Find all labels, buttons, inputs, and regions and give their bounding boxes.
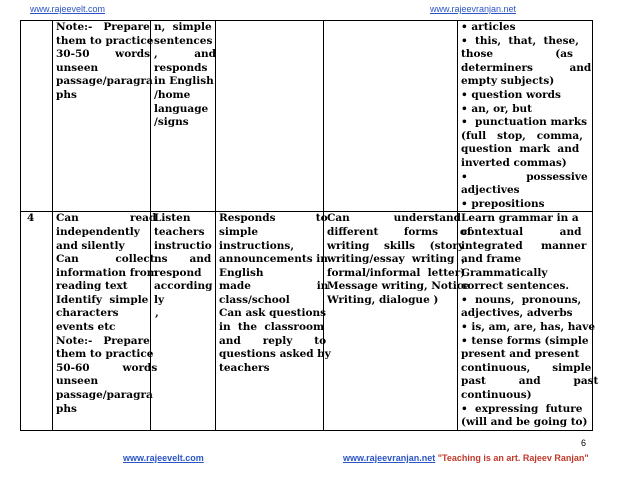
cell-line: correct sentences. [461, 280, 570, 293]
cell-line: Responds to [219, 212, 328, 225]
cell-line: simple [219, 225, 259, 238]
header-right-link[interactable]: www.rajeevranjan.net [429, 4, 516, 14]
cell-line: Grammatically [461, 266, 548, 279]
cell-line: according [154, 280, 213, 293]
cell-line: past and past [461, 375, 599, 388]
cell-line: continuous, simple [461, 361, 592, 374]
cell-line: Note:- Prepare [56, 334, 150, 347]
cell-line: characters , [56, 307, 159, 320]
cell-line: inverted commas) [461, 156, 567, 169]
cell-line: instructions, [219, 239, 294, 252]
cell-line: English [219, 266, 264, 279]
cell-line: class/school [219, 293, 290, 306]
speaking-cell [216, 21, 324, 212]
cell-line: phs [56, 402, 77, 415]
cell-line: • possessive [461, 170, 588, 183]
page-number: 6 [580, 438, 586, 448]
cell-line: continuous) [461, 389, 532, 402]
cell-line: Writing, dialogue ) [327, 293, 439, 306]
cell-line: made in [219, 280, 329, 293]
cell-line: writing/essay writing , [327, 253, 466, 266]
cell-line: in English [154, 75, 214, 88]
cell-line: /signs [154, 116, 189, 129]
cell-line: Can ask questions [219, 307, 327, 320]
cell-line: teachers [219, 361, 270, 374]
cell-line: respond [154, 266, 202, 279]
cell-line: them to practice [56, 34, 154, 47]
cell-line: n, simple [154, 21, 212, 33]
cell-line: passage/paragra [56, 75, 153, 88]
cell-line: events etc [56, 321, 116, 334]
cell-line: • tense forms (simple [461, 334, 589, 347]
cell-line: different forms of [327, 225, 472, 238]
cell-line: Can read [56, 212, 157, 225]
cell-line: Can collect [56, 253, 155, 266]
footer-quote: "Teaching is an art. Rajeev Ranjan" [437, 453, 589, 463]
cell-line: information from [56, 266, 158, 279]
cell-line: • expressing future [461, 402, 583, 415]
row-number-cell: 4 [21, 212, 53, 431]
cell-line: Listen [154, 212, 191, 225]
cell-line: responds [154, 61, 208, 74]
cell-line: , and [154, 48, 216, 61]
cell-line: sentences [154, 34, 213, 47]
cell-line: • nouns, pronouns, [461, 293, 582, 306]
cell-line: question mark and [461, 143, 580, 156]
cell-line: and reply to [219, 334, 327, 347]
footer-left [123, 453, 204, 463]
cell-line: formal/informal letter) [327, 266, 466, 279]
speaking-cell [216, 212, 331, 431]
cell-line: contextual and [461, 225, 582, 238]
cell-line: reading text [56, 280, 128, 293]
header-left-link[interactable]: www.rajeevelt.com [30, 4, 106, 14]
cell-line: unseen [56, 375, 99, 388]
cell-line: adjectives, adverbs [461, 307, 573, 320]
listening-cell [151, 21, 216, 212]
cell-line: unseen [56, 61, 99, 74]
cell-line: • punctuation marks [461, 116, 588, 129]
cell-line: adjectives [461, 184, 520, 197]
cell-line: Message writing, Notice [327, 280, 470, 293]
footer-right-link[interactable]: www.rajeevranjan.net [343, 453, 436, 463]
writing-cell [324, 21, 458, 212]
cell-line: in the classroom [219, 321, 325, 334]
cell-line: language [154, 102, 209, 115]
cell-line: phs [56, 88, 77, 101]
cell-line: • prepositions [461, 197, 545, 210]
footer-left-link[interactable]: www.rajeevelt.com [123, 453, 204, 463]
footer-right [343, 453, 589, 463]
cell-line: (will and be going to) [461, 416, 588, 429]
grammar-cell [458, 212, 599, 431]
cell-line: present and present [461, 348, 580, 361]
cell-line: • articles [461, 21, 516, 33]
table-row [21, 21, 593, 212]
cell-line: and frame [461, 253, 522, 266]
cell-line: • this, that, these, [461, 34, 579, 47]
cell-line: (full stop, comma, [461, 129, 583, 142]
cell-line: 50-60 words [56, 361, 158, 374]
grammar-cell [458, 21, 593, 212]
cell-line: independently [56, 225, 140, 238]
reading-cell [53, 212, 159, 431]
cell-line: Learn grammar in a [461, 212, 579, 225]
table-row [21, 212, 593, 431]
cell-line: Identify simple [56, 293, 149, 306]
cell-line: writing skills (story [327, 239, 465, 252]
cell-line: • an, or, but [461, 102, 533, 115]
cell-line: ns and [154, 253, 212, 266]
cell-line: announcements in [219, 253, 328, 266]
cell-line: them to practice [56, 348, 154, 361]
listening-cell [151, 212, 216, 431]
cell-line: • question words [461, 88, 561, 101]
cell-line: those (as [461, 48, 573, 61]
syllabus-table [20, 20, 599, 431]
cell-line: empty subjects) [461, 75, 555, 88]
cell-line: questions asked by [219, 348, 331, 361]
cell-line: integrated manner [461, 239, 587, 252]
cell-line: 30-50 words [56, 48, 150, 61]
reading-cell [53, 21, 154, 212]
cell-line: • is, am, are, has, have [461, 321, 596, 334]
writing-cell [324, 212, 472, 431]
cell-line: Note:- Prepare [56, 21, 150, 33]
cell-line: ly [154, 293, 165, 306]
cell-line: passage/paragra [56, 389, 153, 402]
cell-line: /home [154, 88, 191, 101]
cell-line: determiners and [461, 61, 592, 74]
cell-line: and silently [56, 239, 125, 252]
cell-line: teachers [154, 225, 205, 238]
row-number-cell [21, 21, 53, 212]
cell-line: Can understand [327, 212, 462, 225]
cell-line: instructio [154, 239, 212, 252]
